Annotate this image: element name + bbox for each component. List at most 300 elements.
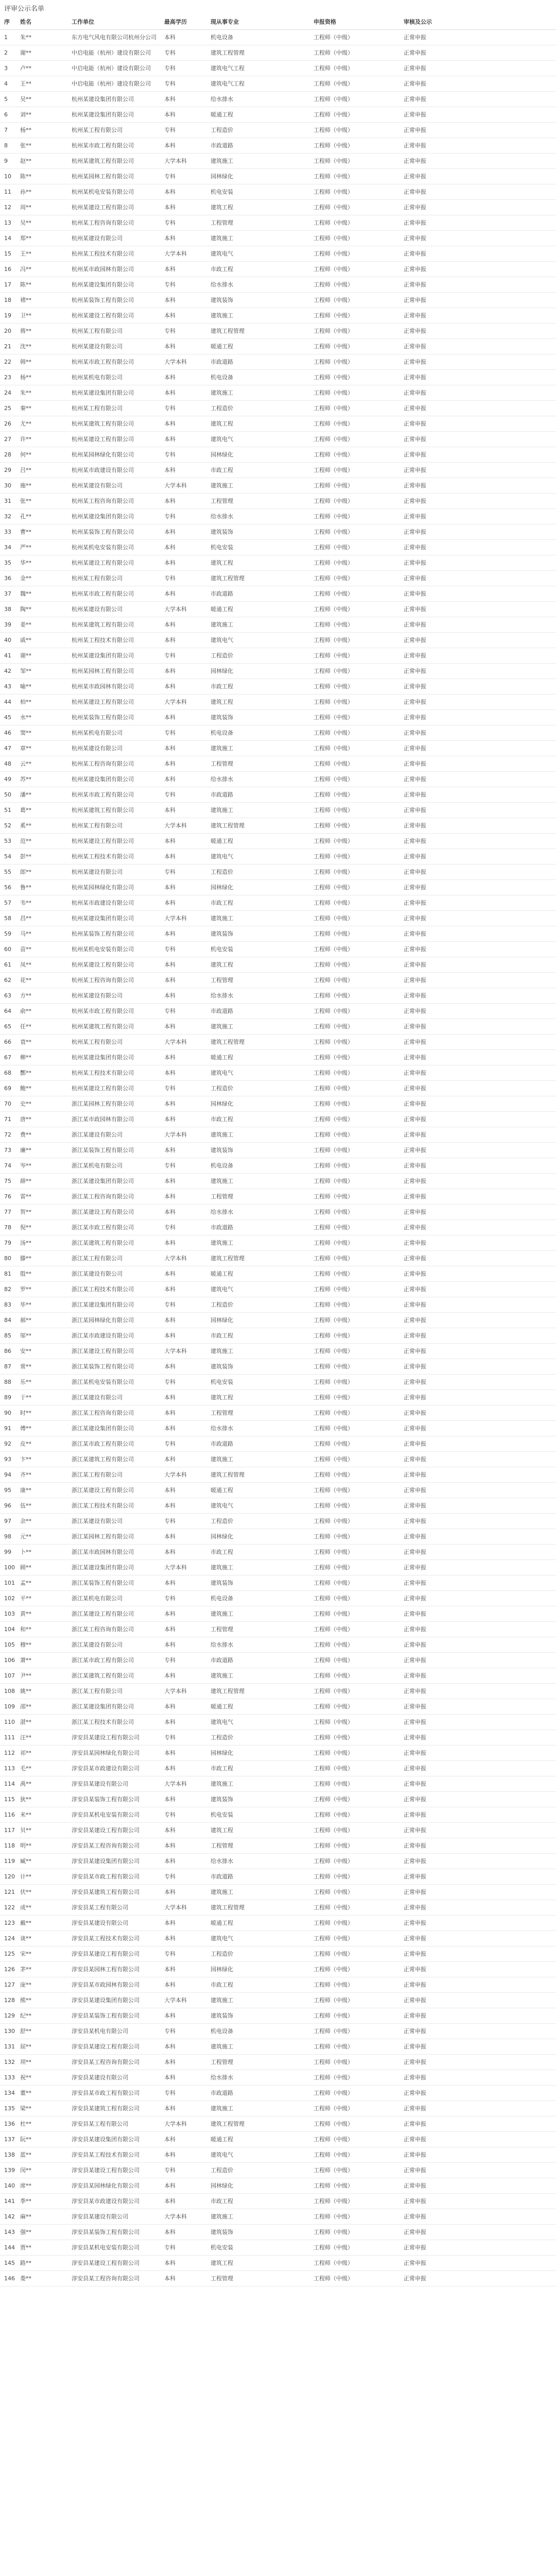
cell-index: 98 xyxy=(4,1533,11,1540)
cell-index: 79 xyxy=(4,1240,11,1246)
cell-employer: 杭州某建设集团有限公司 xyxy=(72,1054,134,1061)
table-row xyxy=(0,1715,556,1730)
cell-education: 本科 xyxy=(164,2229,176,2235)
cell-qualification: 工程师（中级） xyxy=(314,915,353,922)
cell-index: 84 xyxy=(4,1317,11,1324)
cell-specialty: 机电安装 xyxy=(211,1811,233,1818)
cell-qualification: 工程师（中级） xyxy=(314,1858,353,1865)
cell-name: 秦** xyxy=(20,405,31,412)
cell-status: 正常申报 xyxy=(404,1008,426,1014)
cell-specialty: 建筑电气 xyxy=(211,1935,233,1942)
cell-education: 本科 xyxy=(164,235,176,242)
cell-index: 9 xyxy=(4,158,8,164)
cell-name: 廉** xyxy=(20,1147,31,1154)
cell-status: 正常申报 xyxy=(404,420,426,427)
cell-education: 本科 xyxy=(164,1178,176,1184)
cell-education: 本科 xyxy=(164,1425,176,1432)
cell-name: 明** xyxy=(20,1842,31,1849)
cell-employer: 杭州某机电有限公司 xyxy=(72,730,123,736)
table-row xyxy=(0,772,556,787)
table-row xyxy=(0,1251,556,1266)
table-row xyxy=(0,880,556,895)
cell-specialty: 建筑工程管理 xyxy=(211,1688,245,1694)
cell-qualification: 工程师（中级） xyxy=(314,2043,353,2050)
cell-qualification: 工程师（中级） xyxy=(314,992,353,999)
cell-employer: 杭州某市政园林有限公司 xyxy=(72,266,134,273)
cell-specialty: 建筑工程管理 xyxy=(211,1255,245,1262)
cell-qualification: 工程师（中级） xyxy=(314,1440,353,1447)
cell-education: 本科 xyxy=(164,621,176,628)
cell-status: 正常申报 xyxy=(404,343,426,350)
cell-index: 100 xyxy=(4,1564,15,1571)
cell-index: 25 xyxy=(4,405,11,412)
cell-name: 毕** xyxy=(20,1301,31,1308)
cell-education: 本科 xyxy=(164,2275,176,2282)
table-row xyxy=(0,1545,556,1560)
cell-qualification: 工程师（中级） xyxy=(314,1873,353,1880)
cell-status: 正常申报 xyxy=(404,1471,426,1478)
table-row xyxy=(0,107,556,123)
cell-employer: 浙江某机电有限公司 xyxy=(72,1595,123,1602)
cell-specialty: 市政道路 xyxy=(211,1224,233,1231)
table-row xyxy=(0,1931,556,1946)
cell-name: 安** xyxy=(20,1348,31,1354)
cell-specialty: 给水排水 xyxy=(211,96,233,103)
cell-employer: 浙江某市政建设有限公司 xyxy=(72,1332,134,1339)
cell-specialty: 建筑工程 xyxy=(211,1827,233,1834)
cell-specialty: 建筑电气 xyxy=(211,853,233,860)
cell-specialty: 市政道路 xyxy=(211,142,233,149)
cell-qualification: 工程师（中级） xyxy=(314,1240,353,1246)
cell-name: 米** xyxy=(20,1811,31,1818)
cell-status: 正常申报 xyxy=(404,2012,426,2019)
cell-education: 本科 xyxy=(164,34,176,41)
cell-employer: 杭州某市政园林有限公司 xyxy=(72,683,134,690)
cell-qualification: 工程师（中级） xyxy=(314,1703,353,1710)
table-row xyxy=(0,494,556,509)
cell-status: 正常申报 xyxy=(404,1039,426,1045)
table-row xyxy=(0,1637,556,1653)
cell-qualification: 工程师（中级） xyxy=(314,699,353,705)
cell-qualification: 工程师（中级） xyxy=(314,1224,353,1231)
cell-status: 正常申报 xyxy=(404,2275,426,2282)
cell-employer: 浙江某园林绿化有限公司 xyxy=(72,1317,134,1324)
cell-index: 92 xyxy=(4,1440,11,1447)
cell-status: 正常申报 xyxy=(404,1502,426,1509)
cell-index: 54 xyxy=(4,853,11,860)
cell-index: 132 xyxy=(4,2059,15,2065)
cell-name: 方** xyxy=(20,992,31,999)
table-row xyxy=(0,865,556,880)
cell-qualification: 工程师（中级） xyxy=(314,1332,353,1339)
cell-qualification: 工程师（中级） xyxy=(314,173,353,180)
table-row xyxy=(0,1467,556,1483)
cell-name: 唐** xyxy=(20,1116,31,1123)
table-row xyxy=(0,756,556,772)
cell-index: 30 xyxy=(4,482,11,489)
cell-name: 董** xyxy=(20,2090,31,2096)
cell-status: 正常申报 xyxy=(404,1178,426,1184)
cell-education: 专科 xyxy=(164,869,176,875)
cell-specialty: 市政道路 xyxy=(211,1873,233,1880)
cell-name: 袁** xyxy=(20,1039,31,1045)
cell-specialty: 建筑施工 xyxy=(211,2043,233,2050)
cell-specialty: 建筑电气工程 xyxy=(211,65,245,72)
cell-employer: 中启电能（杭州）建设有限公司 xyxy=(72,65,151,72)
cell-qualification: 工程师（中级） xyxy=(314,1193,353,1200)
cell-education: 本科 xyxy=(164,992,176,999)
cell-status: 正常申报 xyxy=(404,637,426,643)
cell-employer: 浙江某建设集团有限公司 xyxy=(72,1178,134,1184)
cell-name: 萧** xyxy=(20,1657,31,1664)
cell-qualification: 工程师（中级） xyxy=(314,2012,353,2019)
cell-status: 正常申报 xyxy=(404,822,426,829)
cell-status: 正常申报 xyxy=(404,1131,426,1138)
cell-status: 正常申报 xyxy=(404,1209,426,1215)
cell-index: 49 xyxy=(4,776,11,783)
cell-name: 吴** xyxy=(20,219,31,226)
cell-name: 费** xyxy=(20,1131,31,1138)
cell-qualification: 工程师（中级） xyxy=(314,1672,353,1679)
cell-employer: 浙江某建筑工程有限公司 xyxy=(72,1672,134,1679)
cell-specialty: 市政道路 xyxy=(211,590,233,597)
cell-education: 本科 xyxy=(164,961,176,968)
cell-qualification: 工程师（中级） xyxy=(314,1595,353,1602)
cell-index: 128 xyxy=(4,1997,15,2004)
cell-education: 本科 xyxy=(164,2074,176,2081)
cell-employer: 杭州某园林工程有限公司 xyxy=(72,668,134,674)
table-row xyxy=(0,540,556,555)
cell-name: 狄** xyxy=(20,1796,31,1803)
cell-qualification: 工程师（中级） xyxy=(314,1951,353,1957)
cell-education: 大学本科 xyxy=(164,482,187,489)
cell-education: 专科 xyxy=(164,451,176,458)
cell-education: 本科 xyxy=(164,1580,176,1586)
cell-name: 贺** xyxy=(20,1209,31,1215)
column-header-specialty: 现从事专业 xyxy=(211,19,239,25)
cell-employer: 淳安县某园林绿化有限公司 xyxy=(72,2182,140,2189)
table-row xyxy=(0,725,556,741)
cell-employer: 杭州某装饰工程有限公司 xyxy=(72,714,134,721)
cell-employer: 杭州某建设集团有限公司 xyxy=(72,776,134,783)
table-row xyxy=(0,648,556,664)
cell-specialty: 机电安装 xyxy=(211,189,233,195)
cell-education: 本科 xyxy=(164,1317,176,1324)
cell-qualification: 工程师（中级） xyxy=(314,668,353,674)
cell-index: 121 xyxy=(4,1889,15,1895)
table-row xyxy=(0,602,556,617)
cell-employer: 杭州某市政建设有限公司 xyxy=(72,467,134,473)
cell-index: 93 xyxy=(4,1456,11,1463)
cell-name: 施** xyxy=(20,482,31,489)
cell-specialty: 给水排水 xyxy=(211,1425,233,1432)
cell-index: 102 xyxy=(4,1595,15,1602)
cell-specialty: 建筑装饰 xyxy=(211,714,233,721)
cell-education: 本科 xyxy=(164,1935,176,1942)
cell-qualification: 工程师（中级） xyxy=(314,1781,353,1787)
cell-employer: 浙江某市政工程有限公司 xyxy=(72,1440,134,1447)
cell-name: 戴** xyxy=(20,1920,31,1926)
cell-employer: 杭州某装饰工程有限公司 xyxy=(72,529,134,535)
cell-status: 正常申报 xyxy=(404,312,426,319)
cell-status: 正常申报 xyxy=(404,900,426,906)
cell-education: 专科 xyxy=(164,2167,176,2174)
cell-status: 正常申报 xyxy=(404,2043,426,2050)
cell-name: 和** xyxy=(20,1626,31,1633)
cell-status: 正常申报 xyxy=(404,699,426,705)
cell-index: 122 xyxy=(4,1904,15,1911)
cell-index: 80 xyxy=(4,1255,11,1262)
table-row xyxy=(0,2101,556,2116)
table-row xyxy=(0,1838,556,1854)
column-header-name: 姓名 xyxy=(20,19,31,25)
cell-specialty: 建筑施工 xyxy=(211,158,233,164)
cell-index: 65 xyxy=(4,1023,11,1030)
cell-education: 本科 xyxy=(164,142,176,149)
table-row xyxy=(0,1112,556,1127)
cell-qualification: 工程师（中级） xyxy=(314,219,353,226)
cell-status: 正常申报 xyxy=(404,1765,426,1772)
cell-status: 正常申报 xyxy=(404,1147,426,1154)
cell-qualification: 工程师（中级） xyxy=(314,1518,353,1524)
cell-employer: 杭州某工程技术有限公司 xyxy=(72,853,134,860)
table-row xyxy=(0,926,556,942)
cell-status: 正常申报 xyxy=(404,1873,426,1880)
table-row xyxy=(0,1375,556,1390)
cell-education: 本科 xyxy=(164,853,176,860)
cell-name: 吴** xyxy=(20,96,31,103)
table-row xyxy=(0,1622,556,1637)
cell-index: 119 xyxy=(4,1858,15,1865)
cell-specialty: 建筑施工 xyxy=(211,235,233,242)
cell-name: 茅** xyxy=(20,1966,31,1973)
cell-index: 110 xyxy=(4,1719,15,1725)
table-row xyxy=(0,76,556,92)
cell-index: 56 xyxy=(4,884,11,891)
cell-status: 正常申报 xyxy=(404,1981,426,1988)
cell-index: 97 xyxy=(4,1518,11,1524)
column-header-index: 序 xyxy=(4,19,10,25)
cell-education: 本科 xyxy=(164,900,176,906)
cell-index: 117 xyxy=(4,1827,15,1834)
cell-employer: 浙江某建筑工程有限公司 xyxy=(72,1456,134,1463)
cell-index: 126 xyxy=(4,1966,15,1973)
cell-status: 正常申报 xyxy=(404,1781,426,1787)
cell-index: 11 xyxy=(4,189,11,195)
cell-specialty: 市政工程 xyxy=(211,467,233,473)
cell-index: 27 xyxy=(4,436,11,443)
cell-name: 谢** xyxy=(20,49,31,56)
cell-qualification: 工程师（中级） xyxy=(314,1410,353,1416)
cell-status: 正常申报 xyxy=(404,1904,426,1911)
cell-education: 本科 xyxy=(164,1626,176,1633)
cell-specialty: 建筑施工 xyxy=(211,807,233,814)
table-row xyxy=(0,1761,556,1776)
column-header-employer: 工作单位 xyxy=(72,19,94,25)
table-row xyxy=(0,1266,556,1282)
cell-employer: 杭州某市政工程有限公司 xyxy=(72,791,134,798)
cell-education: 本科 xyxy=(164,312,176,319)
cell-education: 专科 xyxy=(164,2244,176,2251)
cell-employer: 杭州某工程有限公司 xyxy=(72,127,123,133)
cell-index: 138 xyxy=(4,2151,15,2158)
cell-name: 祝** xyxy=(20,2074,31,2081)
cell-employer: 杭州某建筑工程有限公司 xyxy=(72,621,134,628)
cell-qualification: 工程师（中级） xyxy=(314,1564,353,1571)
cell-index: 7 xyxy=(4,127,8,133)
cell-qualification: 工程师（中级） xyxy=(314,1301,353,1308)
cell-specialty: 机电设备 xyxy=(211,1595,233,1602)
cell-employer: 淳安县某建设工程有限公司 xyxy=(72,2167,140,2174)
cell-status: 正常申报 xyxy=(404,1719,426,1725)
cell-qualification: 工程师（中级） xyxy=(314,1811,353,1818)
cell-index: 109 xyxy=(4,1703,15,1710)
table-row xyxy=(0,2209,556,2225)
cell-education: 本科 xyxy=(164,1147,176,1154)
cell-status: 正常申报 xyxy=(404,189,426,195)
cell-status: 正常申报 xyxy=(404,1827,426,1834)
cell-employer: 浙江某建设有限公司 xyxy=(72,1641,123,1648)
cell-index: 44 xyxy=(4,699,11,705)
table-row xyxy=(0,45,556,61)
cell-index: 55 xyxy=(4,869,11,875)
cell-qualification: 工程师（中级） xyxy=(314,1842,353,1849)
cell-name: 张** xyxy=(20,142,31,149)
cell-specialty: 建筑电气 xyxy=(211,250,233,257)
cell-status: 正常申报 xyxy=(404,575,426,582)
cell-employer: 杭州某建设集团有限公司 xyxy=(72,111,134,118)
cell-employer: 杭州某建设集团有限公司 xyxy=(72,389,134,396)
table-row xyxy=(0,818,556,834)
cell-education: 大学本科 xyxy=(164,2213,187,2220)
table-row xyxy=(0,1096,556,1112)
cell-status: 正常申报 xyxy=(404,930,426,937)
cell-name: 郑** xyxy=(20,235,31,242)
cell-status: 正常申报 xyxy=(404,2182,426,2189)
cell-qualification: 工程师（中级） xyxy=(314,590,353,597)
cell-employer: 浙江某工程有限公司 xyxy=(72,1255,123,1262)
cell-employer: 浙江某建设有限公司 xyxy=(72,1518,123,1524)
cell-education: 大学本科 xyxy=(164,822,187,829)
cell-status: 正常申报 xyxy=(404,1549,426,1555)
cell-status: 正常申报 xyxy=(404,1100,426,1107)
cell-status: 正常申报 xyxy=(404,2229,426,2235)
cell-specialty: 建筑施工 xyxy=(211,1348,233,1354)
cell-index: 6 xyxy=(4,111,8,118)
cell-index: 68 xyxy=(4,1070,11,1076)
cell-specialty: 市政道路 xyxy=(211,1008,233,1014)
cell-qualification: 工程师（中级） xyxy=(314,1688,353,1694)
table-row xyxy=(0,92,556,107)
table-row xyxy=(0,1745,556,1761)
cell-status: 正常申报 xyxy=(404,869,426,875)
cell-employer: 杭州某建筑工程有限公司 xyxy=(72,1023,134,1030)
cell-specialty: 暖通工程 xyxy=(211,1054,233,1061)
cell-employer: 浙江某建设集团有限公司 xyxy=(72,1425,134,1432)
cell-index: 62 xyxy=(4,977,11,984)
cell-qualification: 工程师（中级） xyxy=(314,1456,353,1463)
cell-education: 本科 xyxy=(164,1703,176,1710)
table-row xyxy=(0,988,556,1004)
cell-employer: 杭州某工程有限公司 xyxy=(72,822,123,829)
cell-name: 计** xyxy=(20,1873,31,1880)
cell-employer: 浙江某建设工程有限公司 xyxy=(72,1487,134,1494)
cell-status: 正常申报 xyxy=(404,1317,426,1324)
cell-education: 大学本科 xyxy=(164,1904,187,1911)
table-caption: 评审公示名单 xyxy=(4,5,45,13)
cell-specialty: 建筑施工 xyxy=(211,2213,233,2220)
cell-qualification: 工程师（中级） xyxy=(314,266,353,273)
table-row xyxy=(0,277,556,293)
cell-status: 正常申报 xyxy=(404,730,426,736)
cell-specialty: 工程造价 xyxy=(211,1085,233,1092)
cell-name: 刘** xyxy=(20,111,31,118)
table-row xyxy=(0,617,556,633)
cell-name: 马** xyxy=(20,930,31,937)
cell-specialty: 机电安装 xyxy=(211,544,233,551)
cell-employer: 浙江某建设集团有限公司 xyxy=(72,1564,134,1571)
cell-qualification: 工程师（中级） xyxy=(314,1286,353,1293)
cell-status: 正常申报 xyxy=(404,482,426,489)
cell-status: 正常申报 xyxy=(404,745,426,752)
cell-status: 正常申报 xyxy=(404,1997,426,2004)
table-row xyxy=(0,401,556,416)
cell-qualification: 工程师（中级） xyxy=(314,1162,353,1169)
table-row xyxy=(0,1174,556,1189)
cell-index: 66 xyxy=(4,1039,11,1045)
cell-education: 大学本科 xyxy=(164,1131,187,1138)
cell-employer: 杭州某建设集团有限公司 xyxy=(72,915,134,922)
table-row xyxy=(0,2194,556,2209)
cell-status: 正常申报 xyxy=(404,1951,426,1957)
cell-name: 齐** xyxy=(20,1471,31,1478)
cell-qualification: 工程师（中级） xyxy=(314,1765,353,1772)
cell-specialty: 建筑工程 xyxy=(211,961,233,968)
cell-specialty: 市政工程 xyxy=(211,1765,233,1772)
cell-employer: 杭州某建设工程有限公司 xyxy=(72,838,134,844)
cell-employer: 淳安县某建设集团有限公司 xyxy=(72,1858,140,1865)
table-row xyxy=(0,2178,556,2194)
cell-status: 正常申报 xyxy=(404,1116,426,1123)
cell-education: 专科 xyxy=(164,1224,176,1231)
cell-qualification: 工程师（中级） xyxy=(314,235,353,242)
cell-status: 正常申报 xyxy=(404,111,426,118)
cell-employer: 浙江某工程技术有限公司 xyxy=(72,1719,134,1725)
cell-index: 22 xyxy=(4,359,11,365)
cell-specialty: 机电设备 xyxy=(211,374,233,381)
cell-name: 史** xyxy=(20,1100,31,1107)
cell-status: 正常申报 xyxy=(404,1363,426,1370)
cell-index: 39 xyxy=(4,621,11,628)
cell-index: 106 xyxy=(4,1657,15,1664)
cell-employer: 杭州某建设工程有限公司 xyxy=(72,1085,134,1092)
cell-employer: 杭州某机电安装有限公司 xyxy=(72,189,134,195)
cell-index: 86 xyxy=(4,1348,11,1354)
cell-status: 正常申报 xyxy=(404,2074,426,2081)
cell-status: 正常申报 xyxy=(404,1935,426,1942)
cell-index: 47 xyxy=(4,745,11,752)
cell-name: 陈** xyxy=(20,281,31,288)
cell-status: 正常申报 xyxy=(404,1240,426,1246)
cell-specialty: 建筑装饰 xyxy=(211,2229,233,2235)
cell-index: 28 xyxy=(4,451,11,458)
table-row xyxy=(0,1730,556,1745)
cell-name: 雷** xyxy=(20,1193,31,1200)
table-row xyxy=(0,1436,556,1452)
table-body xyxy=(0,30,556,2286)
cell-status: 正常申报 xyxy=(404,2121,426,2127)
cell-qualification: 工程师（中级） xyxy=(314,80,353,87)
